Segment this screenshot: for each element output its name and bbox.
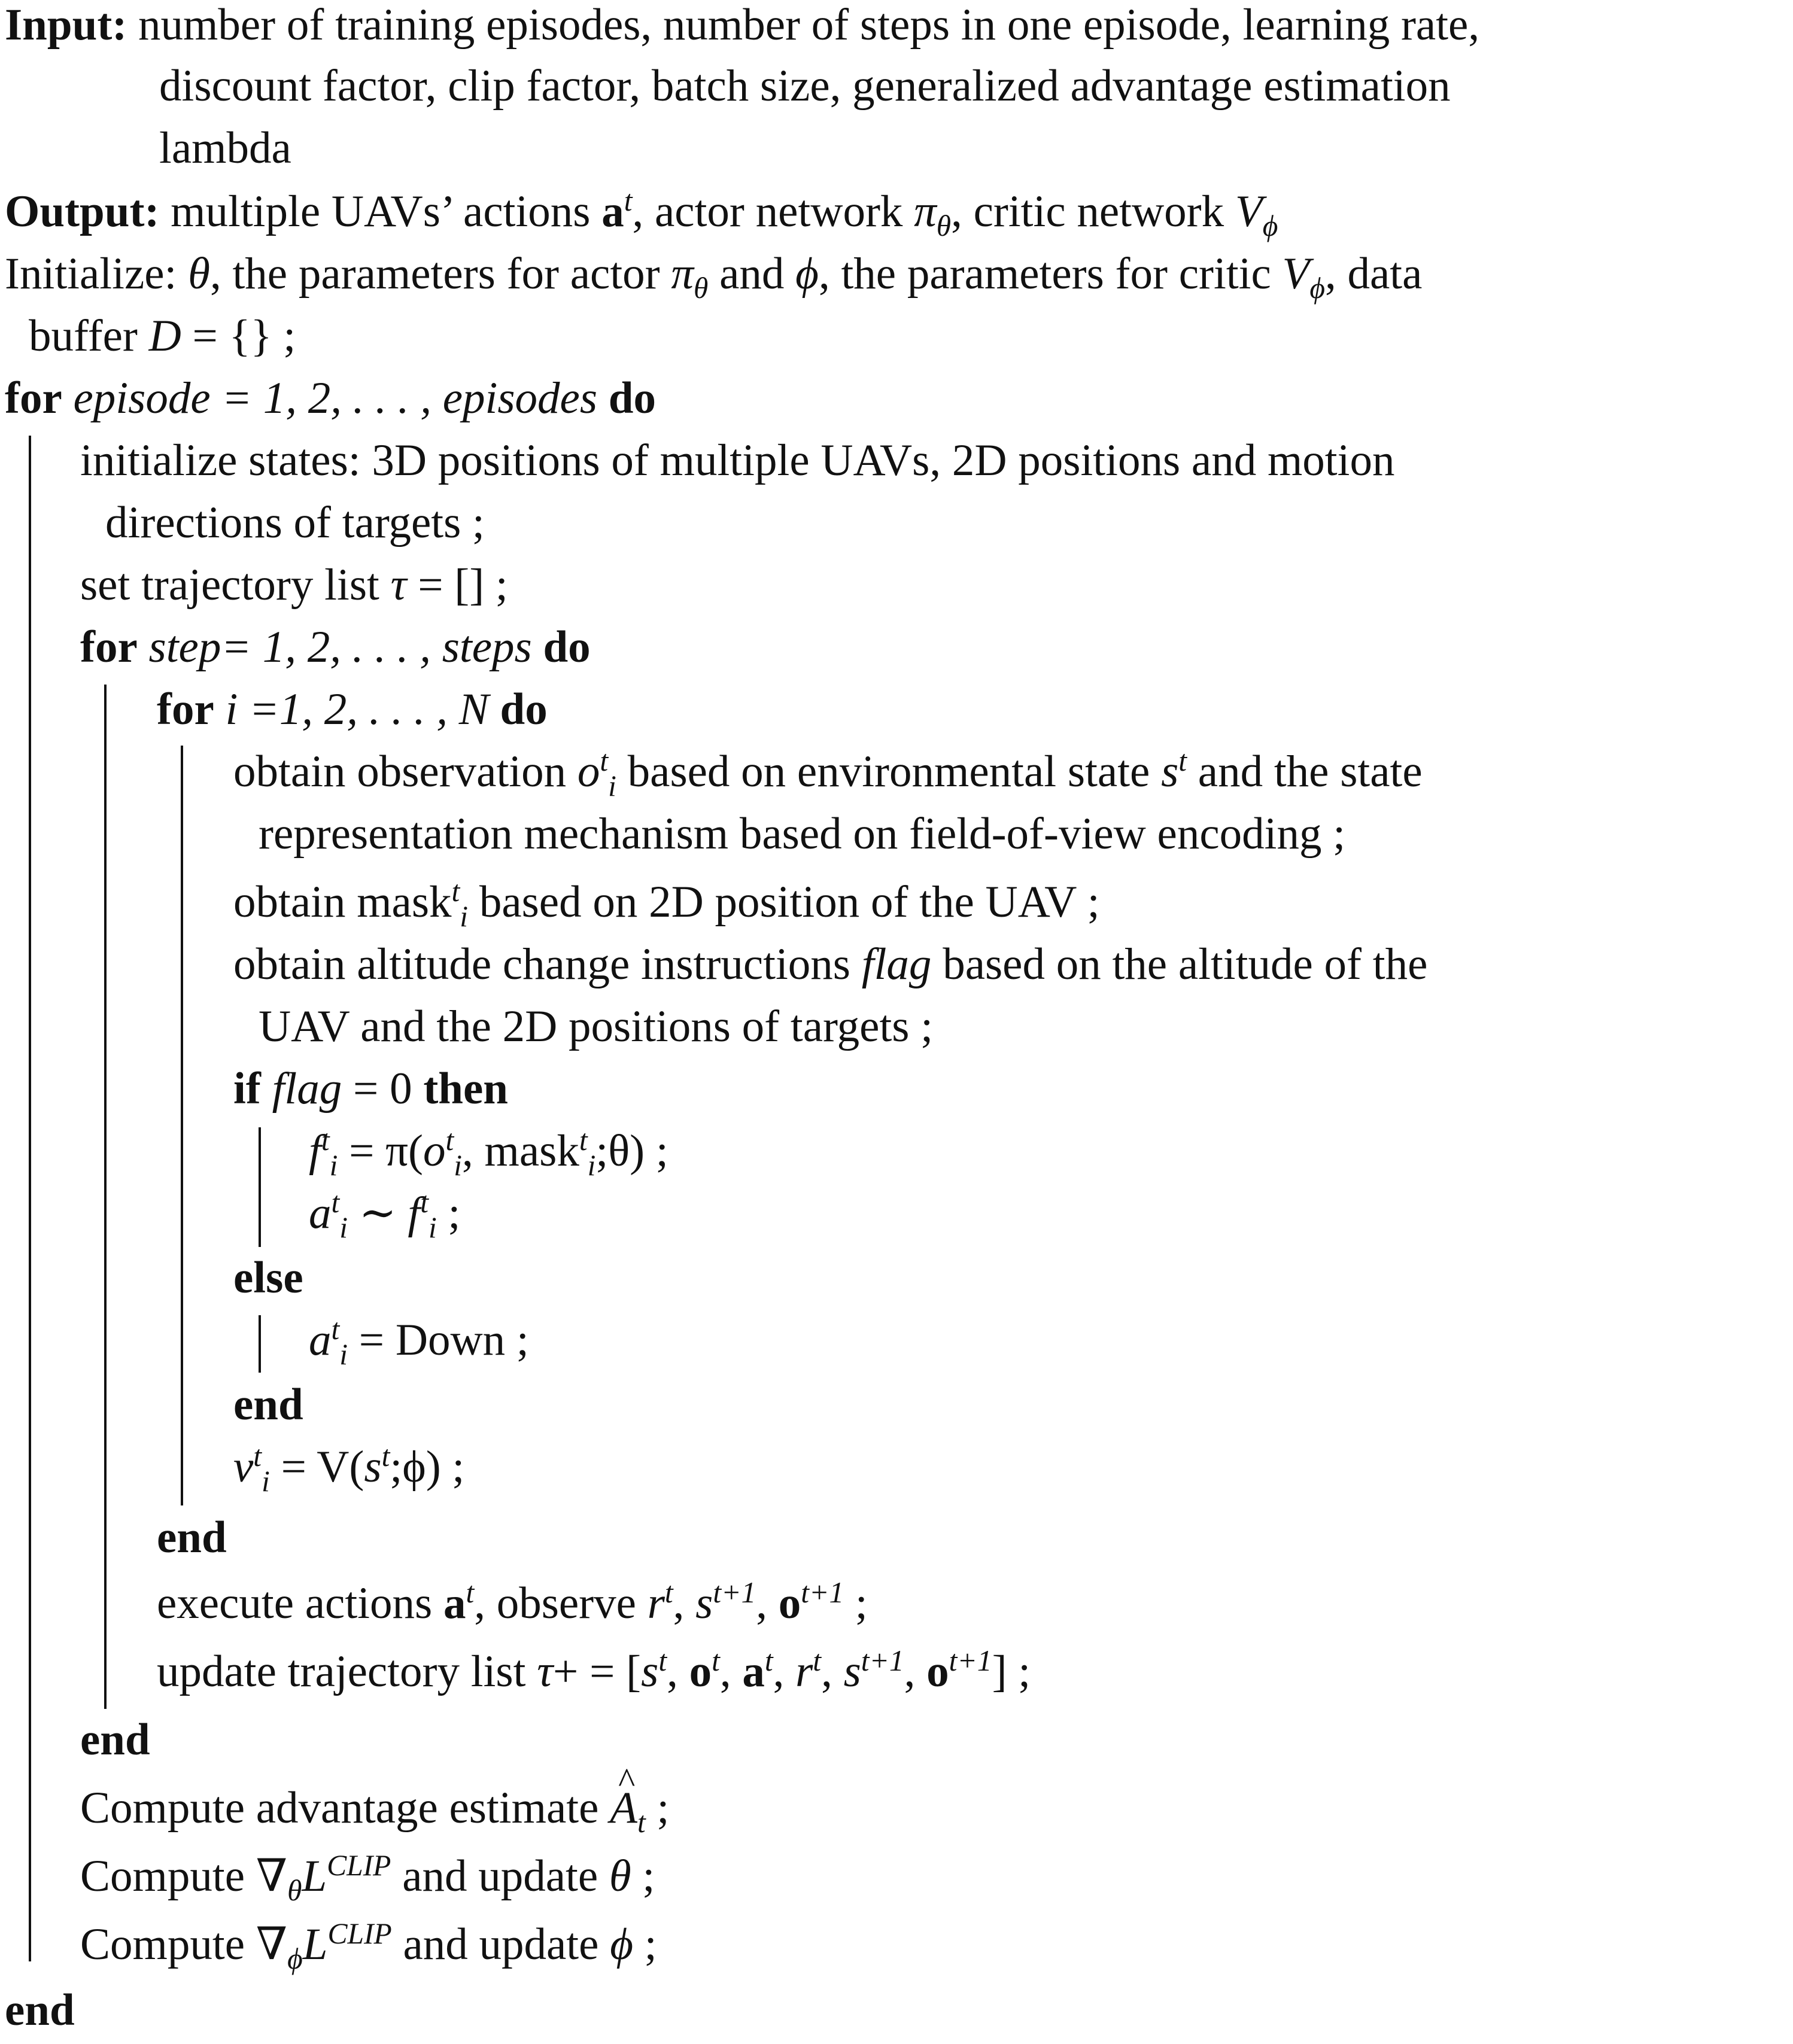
for-episode-line (5, 373, 656, 423)
init-buffer-rest: = {} ; (181, 311, 296, 361)
for-step-keyword: for (80, 622, 138, 672)
update-a: update trajectory list (157, 1647, 537, 1696)
init-theta: θ (188, 249, 210, 299)
grad-phi-L: L (302, 1920, 328, 1969)
do-step-keyword: do (543, 622, 591, 672)
obs-b: based on environmental state (616, 747, 1162, 796)
end-episode-keyword: end (5, 1985, 75, 2035)
grad-theta-sub: θ (287, 1874, 302, 1907)
a-sim: ∼ (348, 1188, 408, 1238)
init-D: D (148, 311, 181, 361)
traj-init-rest: = [] ; (406, 560, 508, 610)
else-keyword: else (233, 1253, 303, 1303)
init-d: , the parameters for critic (818, 249, 1283, 299)
output-theta: θ (936, 209, 952, 242)
f-line: $f^t_i = \pi(o^t_i$, mask$^t_i$;θ) ; (309, 1124, 668, 1182)
mask-sub: i (460, 900, 469, 933)
down-line: $a^t_i$ = Down ; (309, 1313, 529, 1371)
init-pi: π (671, 249, 694, 299)
alt-line-2: UAV and the 2D positions of targets ; (259, 1002, 934, 1051)
init-buffer: buffer (29, 311, 149, 361)
output-a: a (601, 187, 624, 236)
grad-theta-theta: θ (609, 1851, 631, 1901)
update-end: ] ; (992, 1647, 1031, 1696)
grad-theta-b: and update (391, 1851, 609, 1901)
if-cond: = 0 (342, 1064, 424, 1114)
grad-phi-b: and update (391, 1920, 610, 1969)
exec-r: r (647, 1578, 665, 1628)
i-loop-bar (181, 746, 183, 1505)
adv-end: ; (645, 1783, 670, 1833)
states-line-2: directions of targets ; (105, 498, 485, 548)
output-line (5, 184, 1278, 242)
step-loop-bar (104, 685, 107, 1709)
do-i-keyword: do (500, 685, 548, 734)
output-mid2: , critic network (951, 187, 1235, 236)
f-rest: ;θ) ; (595, 1126, 668, 1176)
exec-a: execute actions (157, 1578, 443, 1628)
exec-b: , observe (474, 1578, 648, 1628)
exec-line: execute actions $a^t$, observe $r^t$, $s^{t+1}$, $o^{t+1}$ ; (157, 1576, 868, 1628)
obs-a: obtain observation (233, 747, 578, 796)
for-step-line (80, 622, 591, 672)
for-i-line (157, 687, 548, 732)
grad-theta-end: ; (631, 1851, 655, 1901)
end-i-keyword: end (157, 1513, 227, 1562)
alt-a: obtain altitude change instructions (233, 939, 862, 989)
then-keyword: then (423, 1064, 509, 1114)
states-line-1: initialize states: 3D positions of multiple UAVs, 2D positions and motion (80, 436, 1395, 485)
grad-phi-end: ; (633, 1920, 657, 1969)
output-label: Output: (5, 187, 160, 236)
v-s: s (364, 1442, 382, 1492)
obs-sup: t (600, 744, 609, 777)
for-keyword: for (5, 373, 62, 423)
obs-line-1: obtain observation $o^t_i$ based on environmental state $s^t$ and the state (233, 744, 1423, 802)
v-line: $v^t_i$ = $V(s^t;\phi)$ ; (233, 1440, 465, 1498)
grad-theta-L: L (302, 1851, 327, 1901)
exec-o: o (778, 1578, 801, 1628)
f-eq: = π( (338, 1126, 424, 1176)
if-line (233, 1064, 509, 1114)
grad-phi-a: Compute ∇ (80, 1920, 288, 1969)
do-keyword: do (608, 373, 656, 423)
input-line-1 (5, 0, 1480, 50)
i-cond: =1, 2, . . . , N (238, 685, 489, 734)
input-text-1: number of training episodes, number of steps in one episode, learning rate, (138, 0, 1480, 50)
output-text: multiple UAVs’ actions (171, 187, 602, 236)
init-b: , the parameters for actor (209, 249, 671, 299)
grad-phi-sup: CLIP (327, 1917, 392, 1950)
if-flag: flag (272, 1064, 342, 1114)
f-var: f (309, 1126, 321, 1176)
a-var: a (309, 1188, 332, 1238)
init-line-1: Initialize: θ, the parameters for actor $\pi_\theta$ and ϕ, the parameters for critic $V_\phi$, data (5, 249, 1423, 305)
grad-phi-phi: ϕ (610, 1920, 634, 1969)
a-end: ; (436, 1188, 461, 1238)
mask-sup: t (451, 875, 460, 908)
obs-o: o (577, 747, 600, 796)
mask-line (233, 875, 1100, 933)
down-rest: = Down ; (348, 1315, 529, 1365)
exec-bold-a: a (443, 1578, 466, 1628)
output-mid: , actor network (632, 187, 914, 236)
exec-end: ; (844, 1578, 868, 1628)
grad-theta-sup: CLIP (327, 1849, 391, 1882)
f-o: o (423, 1126, 446, 1176)
a-line: $a^t_i$ ∼ $f^t_i$ ; (309, 1186, 461, 1244)
episode-cond: episode = 1, 2, . . . , episodes (73, 373, 598, 423)
f-mask: , mask (462, 1126, 579, 1176)
output-V: V (1235, 187, 1263, 236)
alt-flag: flag (861, 939, 932, 989)
input-line-2: discount factor, clip factor, batch size, generalized advantage estimation (159, 61, 1451, 111)
update-tau: τ (537, 1647, 554, 1696)
step-cond: step= 1, 2, . . . , steps (148, 622, 532, 672)
else-bar (259, 1315, 261, 1373)
mask-b: based on 2D position of the UAV ; (468, 877, 1100, 927)
init-V: V (1282, 249, 1310, 299)
mask-a: obtain mask (233, 877, 452, 927)
obs-line-2: representation mechanism based on field-of-view encoding ; (259, 809, 1346, 859)
v-eq: = V( (269, 1442, 364, 1492)
init-phi: ϕ (795, 249, 819, 299)
obs-c: and the state (1187, 747, 1423, 796)
init-e: , data (1325, 249, 1423, 299)
init-c: and (708, 249, 796, 299)
output-pi: π (914, 187, 937, 236)
grad-theta-line (80, 1849, 655, 1907)
episode-loop-bar (29, 436, 31, 1961)
i-var: i (225, 685, 238, 734)
if-bar (259, 1127, 261, 1247)
adv-A: ^ A (610, 1786, 637, 1830)
obs-sub: i (608, 769, 616, 802)
if-keyword: if (233, 1064, 261, 1114)
end-step-keyword: end (80, 1715, 150, 1765)
grad-phi-line (80, 1917, 657, 1975)
obs-s: s (1161, 747, 1179, 796)
grad-phi-sub: ϕ (287, 1942, 303, 1975)
update-b: + = [ (553, 1647, 642, 1696)
adv-line (80, 1783, 670, 1839)
input-line-3: lambda (159, 123, 291, 173)
end-if-keyword: end (233, 1380, 303, 1429)
traj-tau: τ (390, 560, 407, 610)
init-a: Initialize: (5, 249, 189, 299)
v-rest: ;ϕ) ; (390, 1442, 465, 1492)
v-var: v (233, 1442, 254, 1492)
input-label: Input: (5, 0, 127, 50)
alt-line-1 (233, 939, 1428, 989)
output-phi: ϕ (1262, 209, 1278, 242)
adv-a: Compute advantage estimate (80, 1783, 610, 1833)
init-line-2 (29, 311, 296, 361)
update-line: update trajectory list $\tau+ = [s^t$, $o^t$, $a^t$, $r^t$, $s^{t+1}$, $o^{t+1}$] ; (157, 1644, 1031, 1696)
down-a: a (309, 1315, 332, 1365)
traj-init-text: set trajectory list (80, 560, 391, 610)
a-f: f (408, 1188, 421, 1238)
for-i-keyword: for (157, 685, 214, 734)
grad-theta-a: Compute ∇ (80, 1851, 288, 1901)
output-t: t (624, 184, 633, 217)
adv-sub: t (637, 1806, 646, 1839)
traj-init-line (80, 560, 508, 610)
exec-s: s (695, 1578, 713, 1628)
alt-b: based on the altitude of the (931, 939, 1428, 989)
